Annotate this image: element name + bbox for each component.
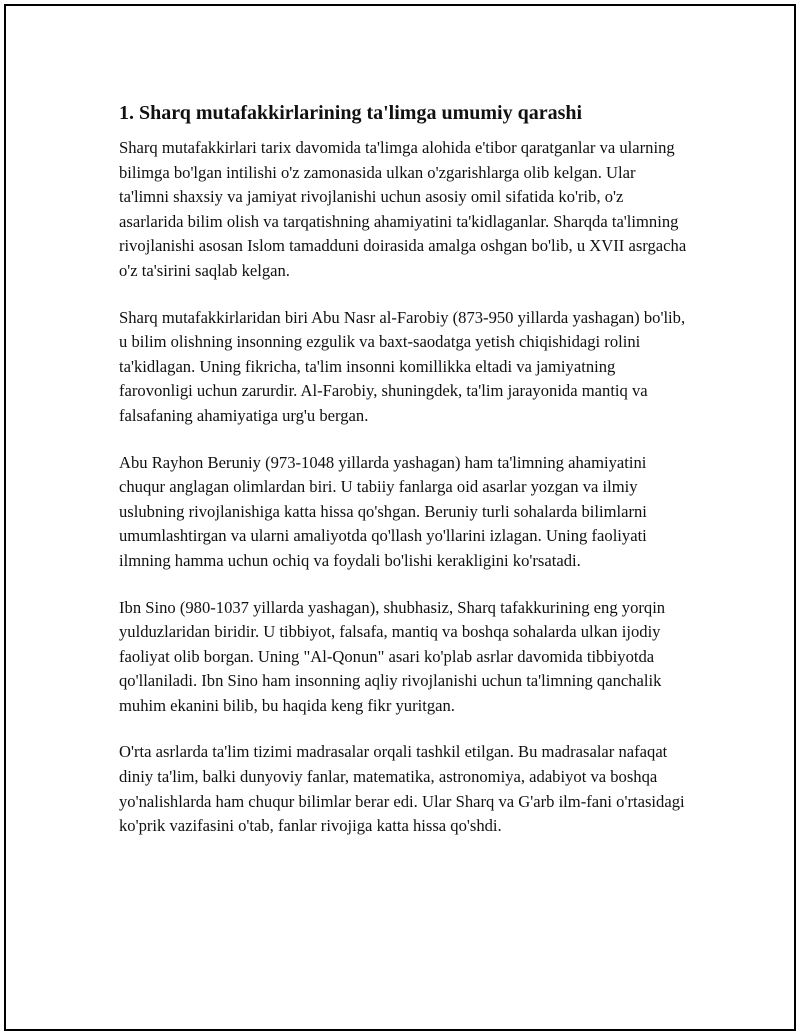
paragraph-madrasalar: O'rta asrlarda ta'lim tizimi madrasalar orqali tashkil etilgan. Bu madrasalar nafaqat diniy ta'lim, balki dunyoviy fanlar, matematika, astronomiya, adabiyot va boshqa yo'nalishlarda ham chuqur bilimlar berar edi. Ular Sharq va G'arb ilm-fani o'rtasidagi ko'prik vazifasini o'tab, fanlar rivojiga katta hissa qo'shdi. <box>119 742 685 836</box>
document-content <box>119 100 689 861</box>
document-page <box>4 4 796 1031</box>
paragraph-ibn-sino: Ibn Sino (980-1037 yillarda yashagan), shubhasiz, Sharq tafakkurining eng yorqin yulduzlaridan biridir. U tibbiyot, falsafa, mantiq va boshqa sohalarda ulkan ijodiy faoliyat olib borgan. Uning "Al-Qonun" asari ko'plab asrlar davomida tibbiyotda qo'llaniladi. Ibn Sino ham insonning aqliy rivojlanishi uchun ta'limning qanchalik muhim ekanini bilib, bu haqida keng fikr yuritgan. <box>119 597 666 715</box>
paragraph-intro: Sharq mutafakkirlari tarix davomida ta'limga alohida e'tibor qaratganlar va ularning bilimga bo'lgan intilishi o'z zamonasida ulkan o'zgarishlarga olib kelgan. Ular ta'limni shaxsiy va jamiyat rivojlanishi uchun asosiy omil sifatida ko'rib, o'z asarlarida bilim olish va tarqatishning ahamiyatini ta'kidlaganlar. Sharqda ta'limning rivojlanishi asosan Islom tamadduni doirasida amalga oshgan bo'lib, u XVII asrgacha o'z ta'sirini saqlab kelgan. <box>119 138 687 280</box>
paragraph-farobiy: Sharq mutafakkirlaridan biri Abu Nasr al-Farobiy (873-950 yillarda yashagan) bo'lib, u bilim olishning insonning ezgulik va baxt-saodatga yetish chiqishidagi rolini ta'kidlagan. Uning fikricha, ta'lim insonni komillikka eltadi va jamiyatning farovonligi uchun zarurdir. Al-Farobiy, shuningdek, ta'lim jarayonida mantiq va falsafaning ahamiyatiga urg'u bergan. <box>119 307 686 425</box>
paragraph-beruniy: Abu Rayhon Beruniy (973-1048 yillarda yashagan) ham ta'limning ahamiyatini chuqur anglagan olimlardan biri. U tabiiy fanlarga oid asarlar yozgan va ilmiy uslubning rivojlanishiga katta hissa qo'shgan. Beruniy turli sohalarda bilimlarni umumlashtirgan va ularni amaliyotda qo'llash yo'llarini izlagan. Uning faoliyati ilmning hamma uchun ochiq va foydali bo'lishi kerakligini ko'rsatadi. <box>119 452 647 570</box>
section-title: 1. Sharq mutafakkirlarining ta'limga umumiy qarashi <box>119 102 583 124</box>
